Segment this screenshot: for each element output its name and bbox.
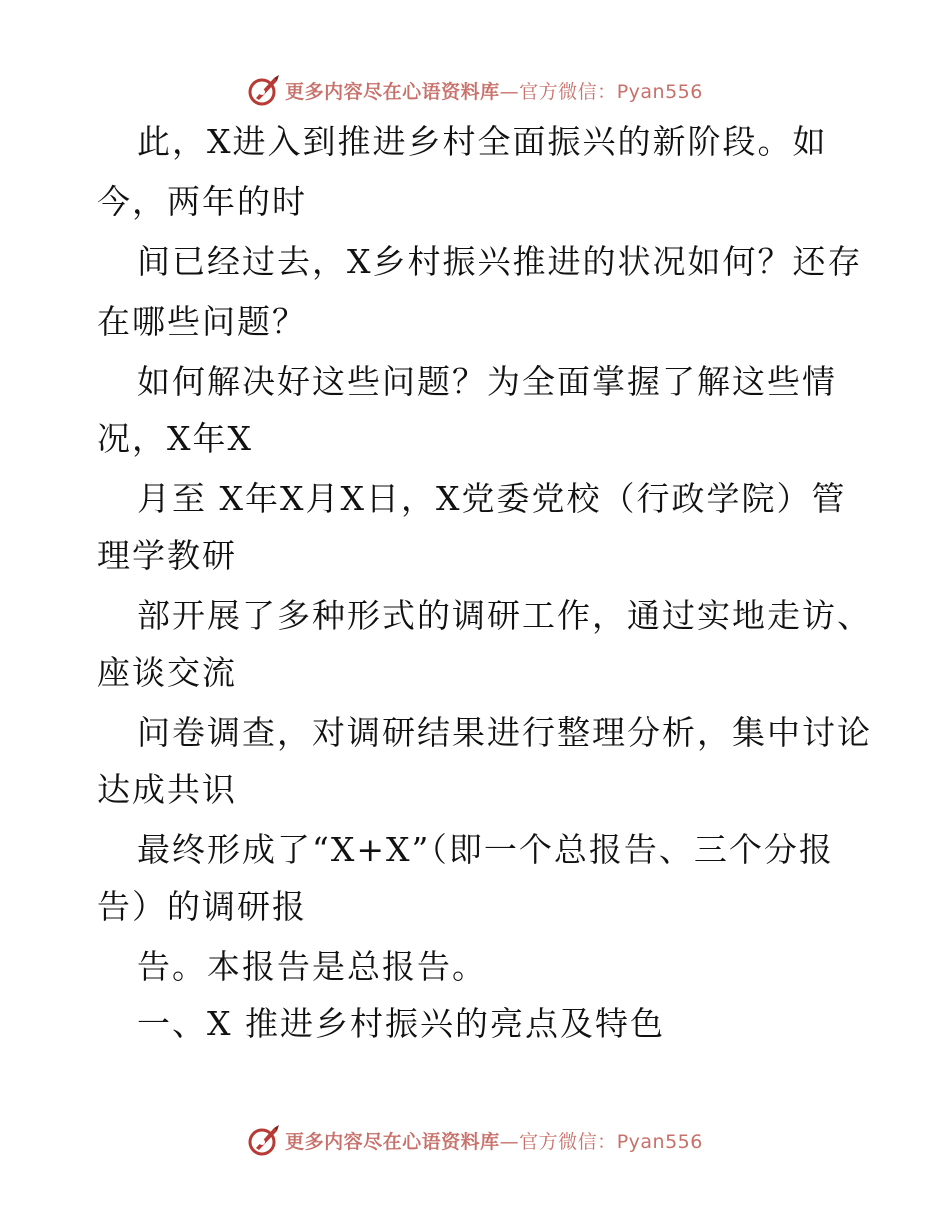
header-brand: 更多内容尽在心语资料库 [285, 80, 500, 103]
header-banner [0, 70, 950, 110]
body-line: 在哪些问题？ [97, 302, 307, 341]
body-line: 最终形成了“X+X”（即一个总报告、三个分报 [137, 830, 834, 869]
footer-wechat-id: Pyan556 [616, 1130, 703, 1153]
header-dash: — [499, 80, 520, 103]
footer-brand: 更多内容尽在心语资料库 [285, 1130, 500, 1153]
quill-pen-logo-icon [247, 73, 281, 107]
header-banner-text [285, 77, 703, 104]
body-line: 告。本报告是总报告。 [137, 947, 487, 986]
body-line: 间已经过去，X乡村振兴推进的状况如何？还存 [137, 242, 863, 281]
body-line: 此，X进入到推进乡村全面振兴的新阶段。如 [137, 122, 828, 161]
section-heading: 一、X 推进乡村振兴的亮点及特色 [137, 1004, 665, 1043]
body-line: 座谈交流 [97, 653, 237, 692]
footer-banner [0, 1120, 950, 1160]
footer-dash: — [499, 1130, 520, 1153]
body-line: 达成共识 [97, 770, 237, 809]
body-line: 如何解决好这些问题？为全面掌握了解这些情 [137, 362, 837, 401]
body-line: 告）的调研报 [97, 887, 307, 926]
body-line: 理学教研 [97, 536, 237, 575]
header-wechat-id: Pyan556 [616, 80, 703, 103]
body-line: 月至 X年X月X日，X党委党校（行政学院）管 [137, 479, 847, 518]
header-wechat-label: 官方微信： [519, 80, 617, 103]
body-line: 部开展了多种形式的调研工作，通过实地走访、 [137, 596, 872, 635]
quill-pen-logo-icon [247, 1123, 281, 1157]
body-line: 问卷调查，对调研结果进行整理分析，集中讨论 [137, 713, 872, 752]
footer-wechat-label: 官方微信： [519, 1130, 617, 1153]
body-line: 况，X年X [97, 419, 253, 458]
body-line: 今，两年的时 [97, 182, 307, 221]
footer-banner-text [285, 1127, 703, 1154]
